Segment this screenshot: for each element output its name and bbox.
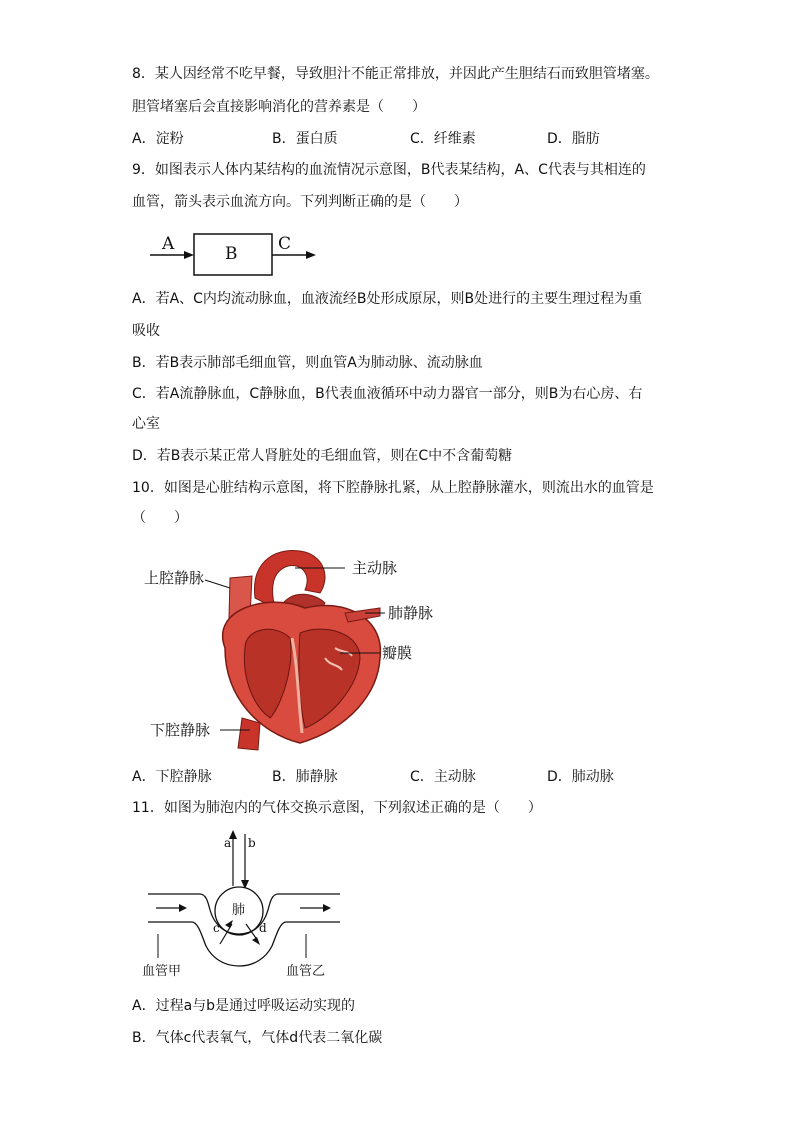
q10-label-superior-vena-cava: 上腔静脉 [144, 569, 205, 587]
q10-option-d: D．肺动脉 [547, 769, 614, 785]
q11-label-d: d [259, 921, 267, 935]
q10-label-aorta: 主动脉 [352, 559, 398, 577]
q8-option-c: C．纤维素 [410, 131, 476, 147]
q9-option-b: B．若B表示肺部毛细血管，则血管A为肺动脉、流动脉血 [132, 355, 483, 371]
q11-option-a: A．过程a与b是通过呼吸运动实现的 [132, 998, 356, 1014]
q11-label-lung: 肺 [232, 903, 246, 918]
q11-label-a: a [224, 836, 232, 850]
q9-label-a: A [162, 234, 175, 254]
q10-stem-line1: 10．如图是心脏结构示意图，将下腔静脉扎紧，从上腔静脉灌水，则流出水的血管是 [132, 480, 654, 496]
q10-heart-diagram [130, 538, 450, 758]
q9-option-a-line1: A．若A、C内均流动脉血，血液流经B处形成原尿，则B处进行的主要生理过程为重 [132, 291, 643, 307]
q8-option-d: D．脂肪 [547, 131, 600, 147]
q10-label-valve: 瓣膜 [382, 644, 413, 662]
q11-label-b: b [248, 836, 256, 850]
q10-stem-line2: （ ） [132, 510, 188, 526]
q10-label-pulmonary-vein: 肺静脉 [388, 604, 434, 622]
q11-stem: 11．如图为肺泡内的气体交换示意图，下列叙述正确的是（ ） [132, 800, 542, 816]
q10-option-c: C．主动脉 [410, 769, 476, 785]
q9-stem-line1: 9．如图表示人体内某结构的血流情况示意图，B代表某结构，A、C代表与其相连的 [132, 162, 646, 178]
q9-blood-flow-diagram [140, 228, 340, 280]
q9-option-c-line2: 心室 [132, 416, 160, 432]
q8-option-a: A．淀粉 [132, 131, 184, 147]
q9-label-c: C [278, 234, 292, 254]
q10-option-b: B．肺静脉 [272, 769, 338, 785]
q8-stem-line1: 8．某人因经常不吃早餐，导致胆汁不能正常排放，并因此产生胆结石而致胆管堵塞。 [132, 66, 659, 82]
q11-label-vessel-2: 血管乙 [286, 964, 326, 979]
q9-option-c-line1: C．若A流静脉血，C静脉血，B代表血液循环中动力器官一部分，则B为右心房、右 [132, 386, 643, 402]
q9-option-d: D．若B表示某正常人肾脏处的毛细血管，则在C中不含葡萄糖 [132, 448, 513, 464]
q8-option-b: B．蛋白质 [272, 131, 338, 147]
q9-label-b: B [225, 244, 238, 264]
q11-label-c: c [213, 921, 220, 935]
q11-option-b: B．气体c代表氧气，气体d代表二氧化碳 [132, 1030, 383, 1046]
q11-label-vessel-1: 血管甲 [142, 964, 182, 979]
q9-option-a-line2: 吸收 [132, 323, 160, 339]
q10-option-a: A．下腔静脉 [132, 769, 212, 785]
q10-label-inferior-vena-cava: 下腔静脉 [150, 721, 211, 739]
q11-gas-exchange-diagram [140, 826, 350, 986]
q9-stem-line2: 血管，箭头表示血流方向。下列判断正确的是（ ） [132, 194, 468, 210]
q8-stem-line2: 胆管堵塞后会直接影响消化的营养素是（ ） [132, 99, 426, 115]
